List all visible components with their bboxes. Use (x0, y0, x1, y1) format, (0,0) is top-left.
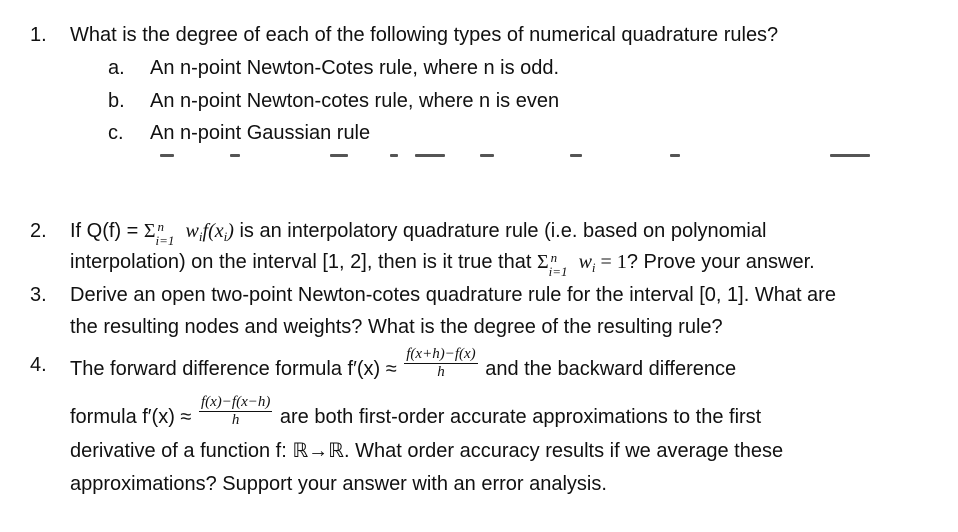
frac1-denominator: h (437, 364, 445, 380)
q4-line2-pre: formula f′(x) ≈ (70, 405, 197, 428)
q4-line1-post: and the backward difference (479, 357, 737, 380)
q4-line2-post: are both first-order accurate approximations to the first (274, 405, 762, 428)
q2-line1 (70, 218, 766, 250)
frac2-numerator: f(x)−f(x−h) (200, 394, 271, 410)
q2-func: f(x (202, 220, 224, 242)
q2-number: 2. (30, 220, 47, 242)
q2-line2 (70, 249, 815, 281)
q2-line1-post: is an interpolatory quadrature rule (i.e. based on polynomial (233, 220, 767, 242)
q1-text: What is the degree of each of the following types of numerical quadrature rules? (70, 24, 779, 46)
q2-sum1-lower: i=1 (155, 233, 175, 249)
q4-line1-pre: The forward difference formula f′(x) ≈ (70, 357, 403, 380)
q1a-label: a. (108, 57, 125, 79)
q1a-text: An n-point Newton-Cotes rule, where n is odd. (150, 57, 560, 79)
q2-sum2-symbol: Σ (536, 251, 549, 273)
q3-number: 3. (30, 284, 47, 306)
q2-w-sub: i (591, 260, 596, 275)
frac1-numerator: f(x+h)−f(x) (406, 346, 476, 362)
forward-difference-fraction (404, 346, 477, 381)
q4-line1 (70, 346, 737, 387)
q1c-label: c. (108, 122, 124, 144)
q1b-text: An n-point Newton-cotes rule, where n is even (150, 90, 560, 112)
backward-difference-fraction (199, 394, 272, 429)
q2-sum2-upper: n (550, 250, 558, 266)
frac2-denominator: h (231, 412, 240, 428)
q1c-text: An n-point Gaussian rule (150, 122, 371, 144)
q2-line2-pre: interpolation) on the interval [1, 2], then is it true that (70, 251, 537, 273)
q4-line2 (70, 394, 762, 435)
q2-equals-one: = 1 (595, 251, 627, 273)
q2-sum-1 (143, 218, 186, 249)
q2-func-sub: i (223, 229, 228, 244)
q2-func-close: ) (227, 220, 234, 242)
q2-line2-post: ? Prove your answer. (626, 251, 815, 273)
q2-sum1-symbol: Σ (143, 220, 156, 242)
q2-weight: w (185, 220, 199, 242)
q4-line3: derivative of a function f: ℝ→ℝ. What order accuracy results if we average these (70, 440, 784, 462)
q3-line2: the resulting nodes and weights? What is the degree of the resulting rule? (70, 316, 723, 338)
q2-sum1-upper: n (157, 219, 165, 235)
clipped-text-line (70, 150, 880, 158)
q2-w: w (578, 251, 592, 273)
q2-weight-sub: i (198, 229, 203, 244)
q1b-label: b. (108, 90, 125, 112)
q2-sum2-lower: i=1 (548, 264, 568, 280)
q2-line1-pre: If Q(f) = (70, 220, 144, 242)
q1-number: 1. (30, 24, 47, 46)
q4-line4: approximations? Support your answer with an error analysis. (70, 473, 607, 495)
q2-sum-2 (536, 249, 579, 280)
q3-line1: Derive an open two-point Newton-cotes quadrature rule for the interval [0, 1]. What are (70, 284, 836, 306)
q4-number: 4. (30, 354, 47, 376)
